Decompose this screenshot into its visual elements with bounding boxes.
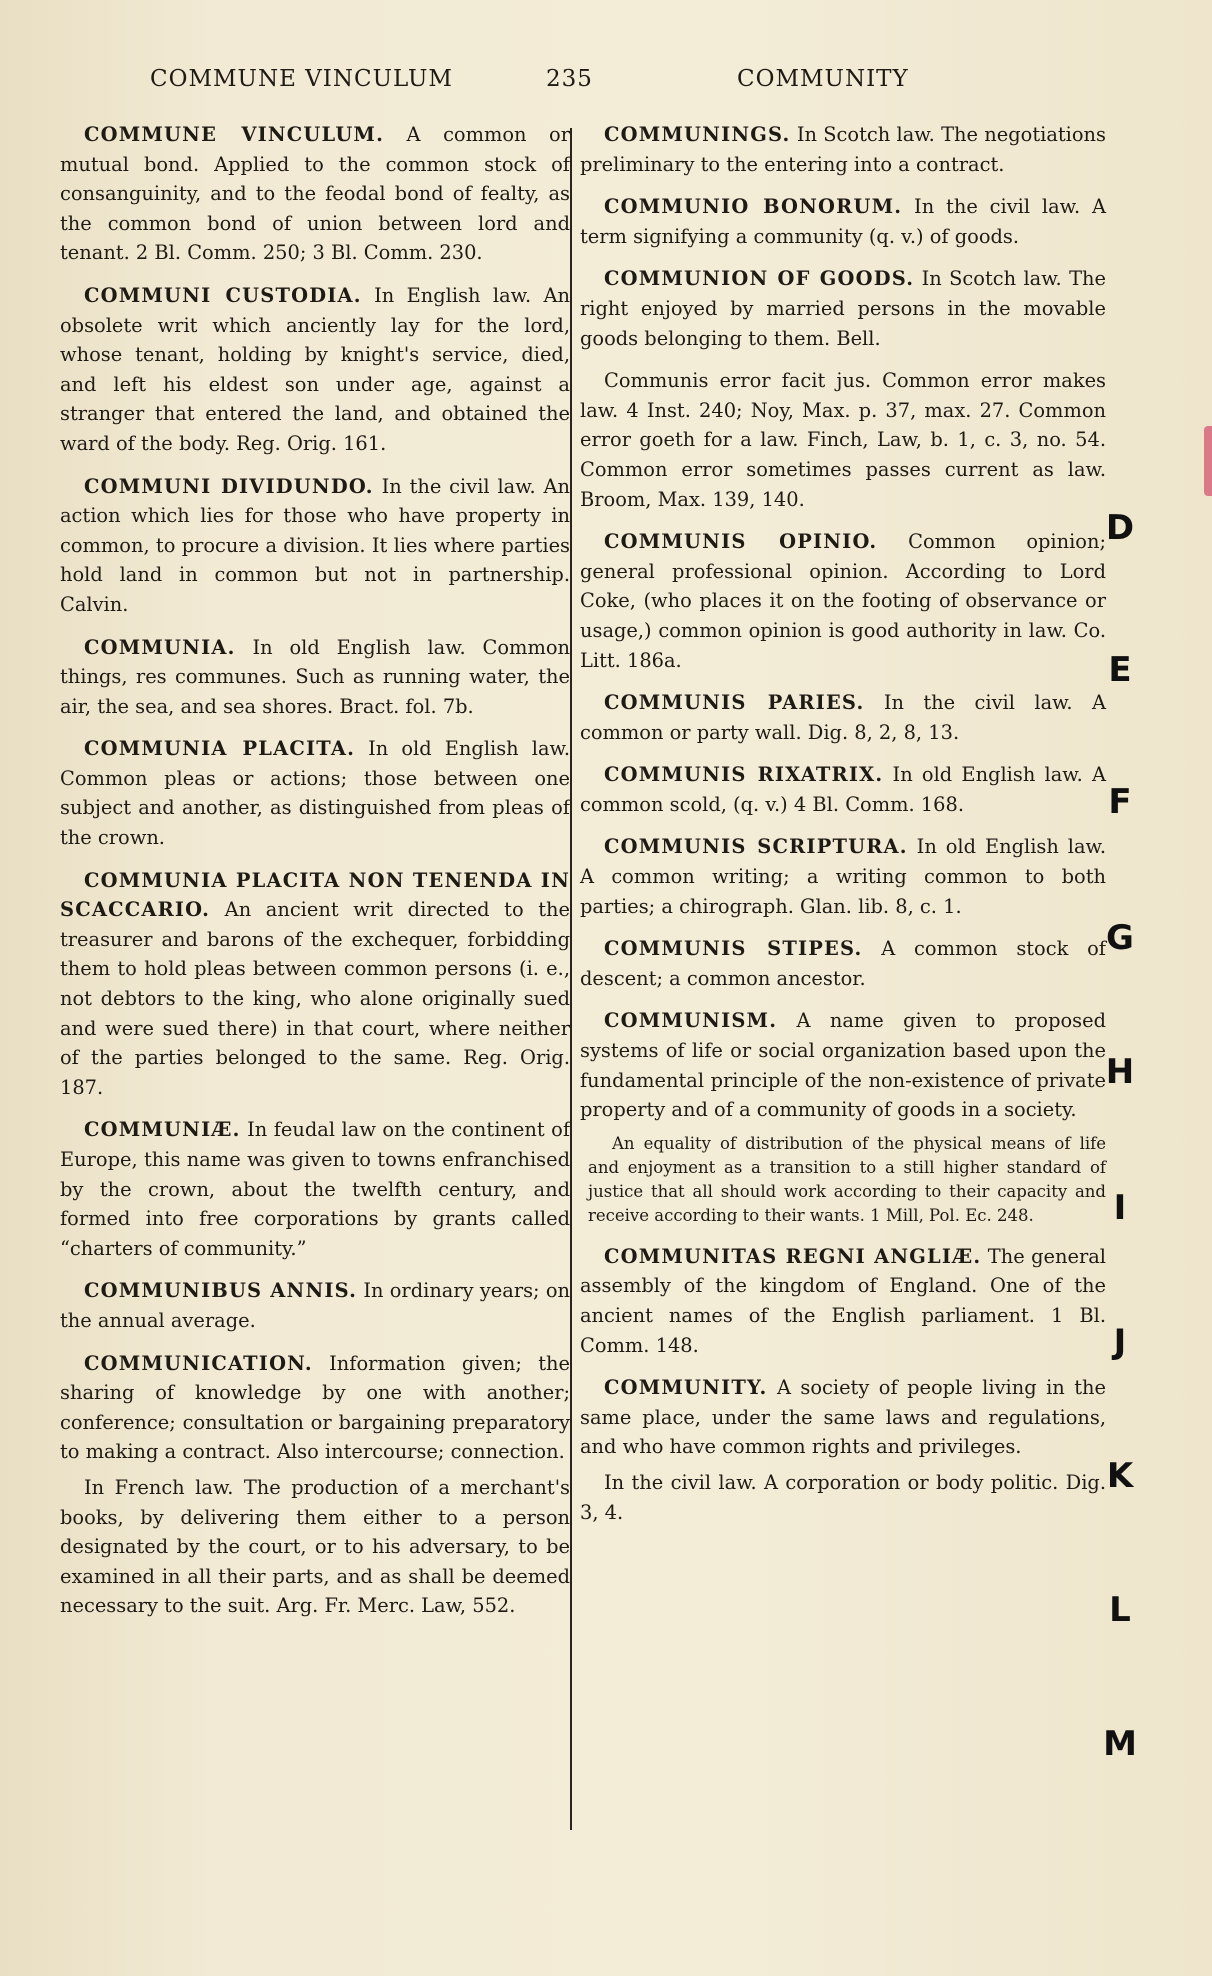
header-right-guide-word: COMMUNITY [737, 66, 909, 92]
entry-headword: COMMUNINGS. [604, 123, 791, 146]
dictionary-entry [60, 633, 570, 722]
dictionary-entry [580, 1242, 1106, 1360]
thumb-tab-g: G [1106, 918, 1134, 958]
entry-headword: COMMUNION OF GOODS. [604, 267, 915, 291]
entry-definition: In old English law. A common scold, (q. v.) 4 Bl. Comm. 168. [580, 763, 1106, 816]
quotation-text: An equality of distribution of the physical means of life and enjoyment as a transition to a still higher standard of justice that all should work according to their capacity and receive according to their wants. 1 Mill, Pol. Ec. 248. [588, 1133, 1106, 1225]
thumb-tab-k: K [1106, 1456, 1134, 1496]
entry-subparagraph [60, 1473, 570, 1621]
entry-definition: In old English law. Common things, res communes. Such as running water, the air, the sea, and sea shores. Bract. fol. 7b. [60, 635, 570, 718]
thumb-tab-h: H [1105, 1052, 1135, 1092]
thumb-tab-e: E [1108, 650, 1132, 690]
thumb-tab-l: L [1109, 1590, 1131, 1630]
column-rule [570, 128, 572, 1830]
block-quotation [588, 1132, 1106, 1228]
entry-headword: COMMUNIÆ. [84, 1118, 241, 1142]
entry-definition: In English law. An obsolete writ which anciently lay for the lord, whose tenant, holding by knight's service, died, and left his eldest son under age, against a stranger that entered the land, and obtained the ward of the body. Reg. Orig. 161. [60, 283, 570, 455]
entry-headword: COMMUNIA. [84, 635, 236, 659]
entry-definition: In the civil law. A common or party wall. Dig. 8, 2, 8, 13. [580, 691, 1106, 744]
entry-headword: COMMUNIS STIPES. [604, 937, 863, 961]
dictionary-entry [60, 866, 570, 1103]
dictionary-entry [580, 760, 1106, 819]
entry-headword: COMMUNIS SCRIPTURA. [604, 835, 908, 859]
entry-headword: COMMUNITY. [604, 1376, 768, 1400]
maxim-entry [580, 366, 1106, 514]
entry-definition: In French law. The production of a merchant's books, by delivering them either to a person designated by the court, or to his adversary, to be examined in all their parts, and as shall be deemed necessary to the suit. Arg. Fr. Merc. Law, 552. [60, 1475, 570, 1618]
entry-definition: An ancient writ directed to the treasurer and barons of the exchequer, forbidding them to hold pleas between common persons (i. e., not debtors to the king, who alone originally sued and were sued there) in that court, where neither of the parties belonged to the same. Reg. Orig. 187. [60, 898, 570, 1099]
entry-headword: COMMUNIS OPINIO. [604, 530, 878, 554]
running-header [0, 66, 1212, 106]
dictionary-entry [580, 934, 1106, 993]
entry-definition: A common stock of descent; a common ancestor. [580, 937, 1106, 990]
thumb-tab-j: J [1113, 1322, 1127, 1362]
thumb-index [1100, 0, 1160, 1976]
thumb-tab-m: M [1103, 1724, 1137, 1764]
dictionary-entry [580, 120, 1106, 179]
dictionary-entry [580, 264, 1106, 353]
entry-headword: COMMUNICATION. [84, 1351, 313, 1375]
dictionary-entry [580, 688, 1106, 747]
entry-definition: In the civil law. An action which lies for those who have property in common, to procure a division. It lies where parties hold land in common but not in partnership. Calvin. [60, 474, 570, 616]
entry-subparagraph [580, 1468, 1106, 1527]
entry-headword: COMMUNI DIVIDUNDO. [84, 474, 374, 498]
entry-definition: A society of people living in the same place, under the same laws and regulations, and who have common rights and privileges. [580, 1376, 1106, 1459]
dictionary-entry [580, 1006, 1106, 1124]
entry-headword: COMMUNIBUS ANNIS. [84, 1279, 358, 1303]
entry-definition: In Scotch law. The right enjoyed by married persons in the movable goods belonging to them. Bell. [580, 267, 1106, 350]
entry-definition: In old English law. Common pleas or actions; those between one subject and another, as distinguished from pleas of the crown. [60, 737, 570, 850]
entry-headword: COMMUNIS PARIES. [604, 691, 865, 715]
entry-headword: COMMUNITAS REGNI ANGLIÆ. [604, 1244, 982, 1268]
thumb-tab-f: F [1108, 782, 1132, 822]
page-edge-tab [1204, 426, 1212, 496]
thumb-tab-d: D [1105, 508, 1135, 548]
entry-definition: The general assembly of the kingdom of England. One of the ancient names of the English parliament. 1 Bl. Comm. 148. [580, 1244, 1106, 1357]
entry-definition: In old English law. A common writing; a writing common to both parties; a chirograph. Glan. lib. 8, c. 1. [580, 835, 1106, 918]
header-left-guide-word: COMMUNE VINCULUM [150, 66, 453, 92]
dictionary-entry [580, 192, 1106, 251]
dictionary-entry [60, 281, 570, 459]
dictionary-entry [60, 472, 570, 620]
dictionary-entry [60, 1349, 570, 1467]
entry-headword: COMMUNE VINCULUM. [84, 123, 385, 146]
left-column [60, 120, 570, 1634]
entry-definition: Common opinion; general professional opinion. According to Lord Coke, (who places it on the footing of observance or usage,) common opinion is good authority in law. Co. Litt. 186a. [580, 530, 1106, 672]
dictionary-entry [60, 734, 570, 852]
entry-definition: A name given to proposed systems of life or social organization based upon the fundamental principle of the non-existence of private property and of a community of goods in a society. [580, 1009, 1106, 1122]
dictionary-entry [60, 120, 570, 268]
dictionary-entry [60, 1276, 570, 1335]
right-column [580, 120, 1106, 1540]
entry-headword: COMMUNIS RIXATRIX. [604, 763, 884, 787]
entry-definition: In the civil law. A term signifying a community (q. v.) of goods. [580, 195, 1106, 248]
entry-definition: In the civil law. A corporation or body politic. Dig. 3, 4. [580, 1470, 1106, 1524]
entry-headword: COMMUNISM. [604, 1009, 778, 1033]
entry-definition: In Scotch law. The negotiations preliminary to the entering into a contract. [580, 123, 1106, 176]
page-number: 235 [546, 66, 593, 92]
entry-definition: A common or mutual bond. Applied to the common stock of consanguinity, and to the feodal bond of fealty, as the common bond of union between lord and tenant. 2 Bl. Comm. 250; 3 Bl. Comm. 230. [60, 123, 570, 265]
entry-definition: In ordinary years; on the annual average. [60, 1279, 570, 1332]
dictionary-entry [60, 1115, 570, 1263]
dictionary-entry [580, 527, 1106, 675]
entry-definition: Information given; the sharing of knowledge by one with another; conference; consultation or bargaining preparatory to making a contract. Also intercourse; connection. [60, 1351, 570, 1464]
entry-definition: In feudal law on the continent of Europe, this name was given to towns enfranchised by the crown, about the twelfth century, and formed into free corporations by grants called “charters of community.” [60, 1118, 570, 1260]
thumb-tab-i: I [1113, 1188, 1127, 1228]
entry-headword: COMMUNI CUSTODIA. [84, 283, 362, 307]
entry-definition: Communis error facit jus. Common error makes law. 4 Inst. 240; Noy, Max. p. 37, max. 27. Common error goeth for a law. Finch, Law, b. 1, c. 3, no. 54. Common error sometimes passes current as law. Broom, Max. 139, 140. [580, 369, 1106, 511]
entry-headword: COMMUNIA PLACITA. [84, 737, 356, 761]
entry-headword: COMMUNIA PLACITA NON TENENDA IN SCACCARIO. [60, 868, 570, 922]
entry-headword: COMMUNIO BONORUM. [604, 195, 903, 219]
dictionary-entry [580, 1373, 1106, 1462]
dictionary-entry [580, 832, 1106, 921]
